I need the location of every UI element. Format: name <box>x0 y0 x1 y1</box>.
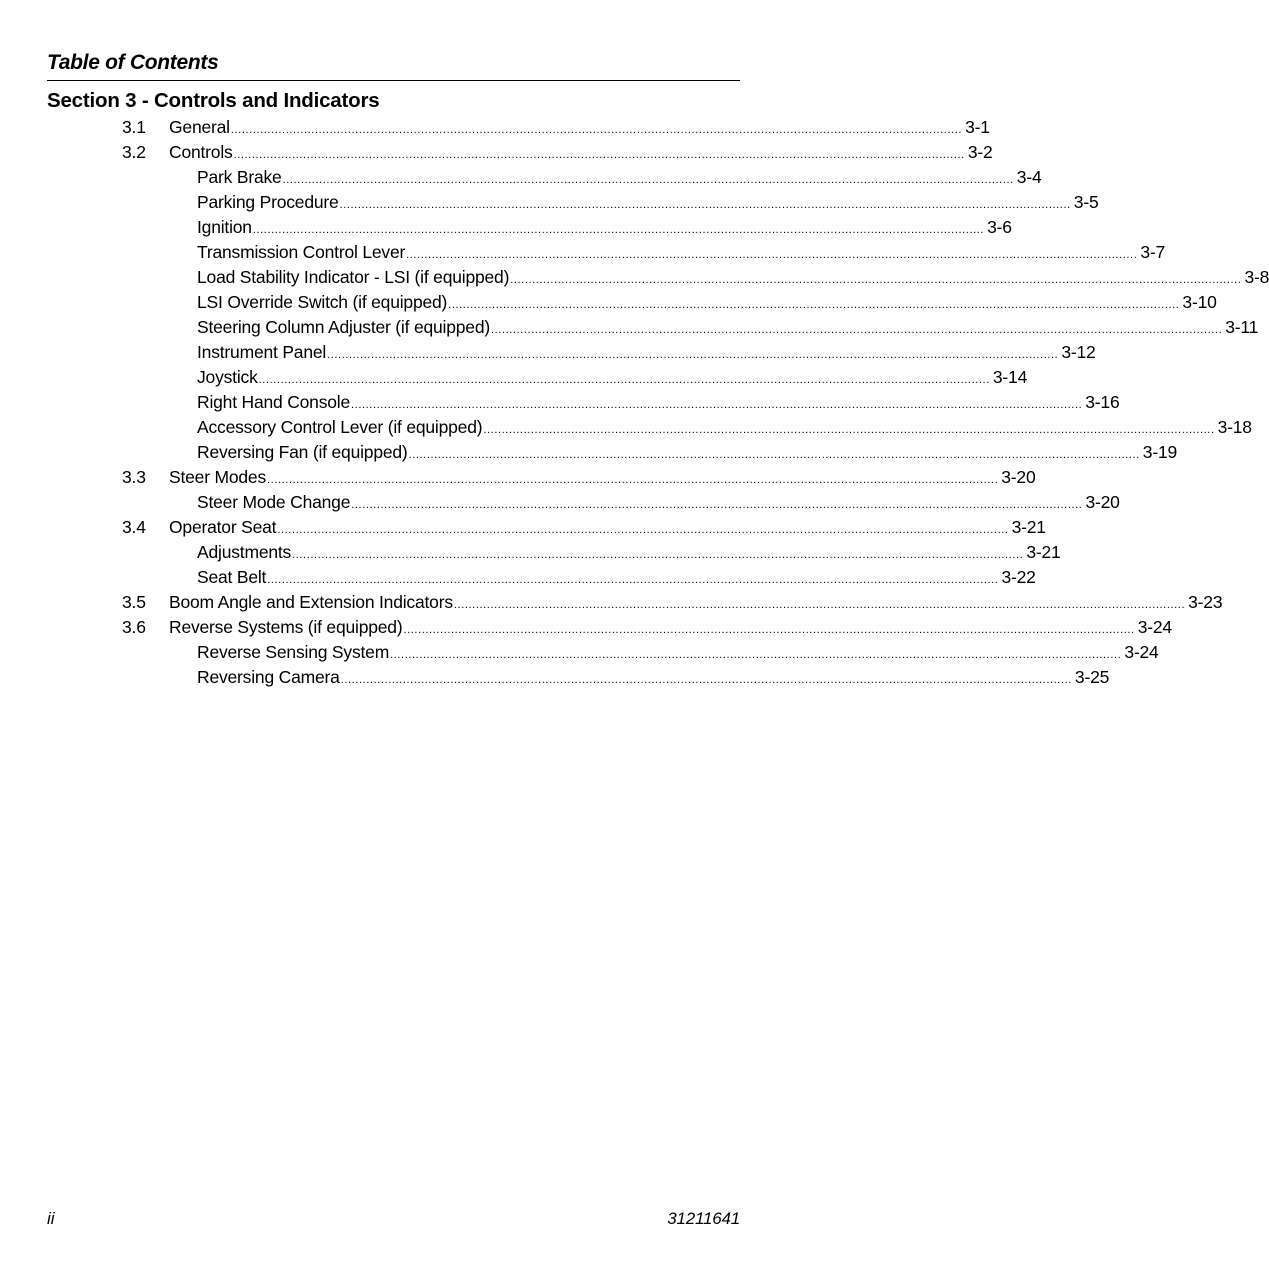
toc-entry-line <box>197 540 1061 568</box>
toc-entry-label: Instrument Panel <box>197 342 327 362</box>
toc-entry-label: General <box>169 117 230 137</box>
toc-section-number: 3.2 <box>122 142 146 162</box>
toc-entry-label: Joystick <box>197 367 258 387</box>
toc-entry-label: Right Hand Console <box>197 392 351 412</box>
toc-page-number: 3-4 <box>1016 167 1042 187</box>
toc-entry-label: Accessory Control Lever (if equipped) <box>197 417 483 437</box>
footer-page-number: ii <box>47 1209 55 1228</box>
toc-entry-line <box>169 615 1172 643</box>
toc-dot-leader: ........................................................................................................................................................................................................ <box>267 474 999 486</box>
toc-page-number: 3-24 <box>1124 642 1159 662</box>
toc-entry-line <box>197 640 1159 668</box>
toc-entry-line <box>197 440 1178 468</box>
toc-entry[interactable] <box>0 540 1061 565</box>
toc-entry-label: Reverse Systems (if equipped) <box>169 617 403 637</box>
toc-page-number: 3-20 <box>1085 492 1120 512</box>
toc-entry-label: Reversing Camera <box>197 667 340 687</box>
toc-entry[interactable] <box>0 165 1042 190</box>
toc-entry-line <box>169 590 1223 618</box>
toc-entry-line <box>197 215 1012 243</box>
toc-entry[interactable] <box>0 415 1252 440</box>
toc-dot-leader: ........................................................................................................................................................................................................ <box>351 499 1083 511</box>
toc-entry-label: Parking Procedure <box>197 192 339 212</box>
toc-entry-line <box>197 565 1036 593</box>
toc-page-number: 3-22 <box>1001 567 1036 587</box>
toc-dot-leader: ........................................................................................................................................................................................................ <box>327 349 1059 361</box>
toc-entry[interactable] <box>0 590 1223 615</box>
toc-entry[interactable] <box>0 215 1012 240</box>
toc-entry-line <box>197 665 1110 693</box>
toc-page-number: 3-21 <box>1026 542 1061 562</box>
toc-page-number: 3-18 <box>1217 417 1252 437</box>
toc-entry[interactable] <box>0 240 1166 265</box>
toc-page-number: 3-1 <box>965 117 990 137</box>
toc-entry-line <box>197 190 1099 218</box>
toc-entry-label: Reverse Sensing System <box>197 642 390 662</box>
toc-entry-label: Seat Belt <box>197 567 267 587</box>
header-divider <box>47 80 740 81</box>
toc-dot-leader: ........................................................................................................................................................................................................ <box>339 199 1071 211</box>
toc-entry-line <box>169 515 1046 543</box>
toc-entry[interactable] <box>0 340 1096 365</box>
toc-entry[interactable] <box>0 115 990 140</box>
toc-entry-line <box>197 265 1269 293</box>
toc-entry[interactable] <box>0 565 1036 590</box>
toc-dot-leader: ........................................................................................................................................................................................................ <box>292 549 1024 561</box>
toc-entry-label: Transmission Control Lever <box>197 242 406 262</box>
toc-dot-leader: ........................................................................................................................................................................................................ <box>252 224 985 236</box>
toc-entry[interactable] <box>0 190 1099 215</box>
toc-dot-leader: ........................................................................................................................................................................................................ <box>448 299 1180 311</box>
toc-dot-leader: ........................................................................................................................................................................................................ <box>491 324 1223 336</box>
toc-dot-leader: ........................................................................................................................................................................................................ <box>351 399 1083 411</box>
toc-entry[interactable] <box>0 515 1046 540</box>
toc-section-number: 3.3 <box>122 467 146 487</box>
toc-page-number: 3-14 <box>992 367 1028 387</box>
toc-page-number: 3-16 <box>1085 392 1120 412</box>
toc-dot-leader: ........................................................................................................................................................................................................ <box>233 149 965 161</box>
toc-entry-line <box>197 415 1252 443</box>
toc-dot-leader: ........................................................................................................................................................................................................ <box>408 449 1140 461</box>
section-title: Section 3 - Controls and Indicators <box>47 89 380 112</box>
toc-entry-label: Adjustments <box>197 542 292 562</box>
toc-entry-label: Boom Angle and Extension Indicators <box>169 592 453 612</box>
toc-entry[interactable] <box>0 665 1110 690</box>
toc-dot-leader: ........................................................................................................................................................................................................ <box>277 524 1009 536</box>
toc-entry[interactable] <box>0 290 1217 315</box>
toc-entry-line <box>197 290 1217 318</box>
toc-entry-label: Controls <box>169 142 233 162</box>
toc-dot-leader: ........................................................................................................................................................................................................ <box>406 249 1138 261</box>
toc-entry-label: Steering Column Adjuster (if equipped) <box>197 317 490 337</box>
toc-dot-leader: ........................................................................................................................................................................................................ <box>483 424 1215 436</box>
toc-page-number: 3-7 <box>1140 242 1166 262</box>
toc-entry[interactable] <box>0 440 1178 465</box>
toc-entry-line <box>197 340 1096 368</box>
toc-entry-label: Steer Mode Change <box>197 492 351 512</box>
toc-entry-label: LSI Override Switch (if equipped) <box>197 292 448 312</box>
toc-entry-label: Park Brake <box>197 167 282 187</box>
toc-entry[interactable] <box>0 465 1036 490</box>
toc-entry[interactable] <box>0 640 1159 665</box>
toc-entry[interactable] <box>0 265 1269 290</box>
toc-entry[interactable] <box>0 140 993 165</box>
toc-entry[interactable] <box>0 490 1120 515</box>
toc-dot-leader: ........................................................................................................................................................................................................ <box>403 624 1135 636</box>
toc-entry[interactable] <box>0 315 1259 340</box>
toc-page-number: 3-25 <box>1074 667 1110 687</box>
toc-dot-leader: ........................................................................................................................................................................................................ <box>282 174 1014 186</box>
toc-dot-leader: ........................................................................................................................................................................................................ <box>267 574 999 586</box>
toc-entry-label: Steer Modes <box>169 467 267 487</box>
toc-dot-leader: ........................................................................................................................................................................................................ <box>230 124 963 136</box>
toc-page-number: 3-11 <box>1225 317 1259 337</box>
toc-section-number: 3.5 <box>122 592 146 612</box>
toc-entry-line <box>197 490 1120 518</box>
toc-page-number: 3-21 <box>1011 517 1046 537</box>
toc-dot-leader: ........................................................................................................................................................................................................ <box>453 599 1186 611</box>
toc-section-number: 3.1 <box>122 117 146 137</box>
toc-page-number: 3-20 <box>1001 467 1036 487</box>
toc-section-number: 3.4 <box>122 517 146 537</box>
toc-entry-line <box>197 165 1042 193</box>
toc-dot-leader: ........................................................................................................................................................................................................ <box>510 274 1242 286</box>
toc-entry-line <box>197 390 1120 418</box>
toc-page-number: 3-6 <box>987 217 1012 237</box>
toc-entry-line <box>169 465 1036 493</box>
toc-dot-leader: ........................................................................................................................................................................................................ <box>390 649 1122 661</box>
footer-document-number: 31211641 <box>667 1209 740 1228</box>
toc-entry-line <box>169 140 993 168</box>
toc-entry-line <box>197 365 1028 393</box>
toc-entry-label: Ignition <box>197 217 252 237</box>
toc-page-number: 3-2 <box>967 142 993 162</box>
page-header-title: Table of Contents <box>47 51 219 74</box>
toc-entry[interactable] <box>0 615 1172 640</box>
toc-entry[interactable] <box>0 390 1120 415</box>
toc-section-number: 3.6 <box>122 617 146 637</box>
toc-entry-label: Load Stability Indicator - LSI (if equipped) <box>197 267 510 287</box>
toc-page-number: 3-23 <box>1188 592 1223 612</box>
toc-page-number: 3-8 <box>1244 267 1269 287</box>
toc-dot-leader: ........................................................................................................................................................................................................ <box>258 374 990 386</box>
toc-page-number: 3-12 <box>1061 342 1096 362</box>
toc-page-number: 3-5 <box>1073 192 1099 212</box>
toc-page-number: 3-10 <box>1182 292 1217 312</box>
toc-page-number: 3-19 <box>1142 442 1178 462</box>
toc-entry-line <box>169 115 990 143</box>
toc-entry-label: Reversing Fan (if equipped) <box>197 442 408 462</box>
toc-page-number: 3-24 <box>1137 617 1172 637</box>
toc-entry-line <box>197 315 1259 343</box>
toc-entry[interactable] <box>0 365 1028 390</box>
toc-dot-leader: ........................................................................................................................................................................................................ <box>340 674 1072 686</box>
toc-entry-line <box>197 240 1166 268</box>
toc-entry-label: Operator Seat <box>169 517 277 537</box>
